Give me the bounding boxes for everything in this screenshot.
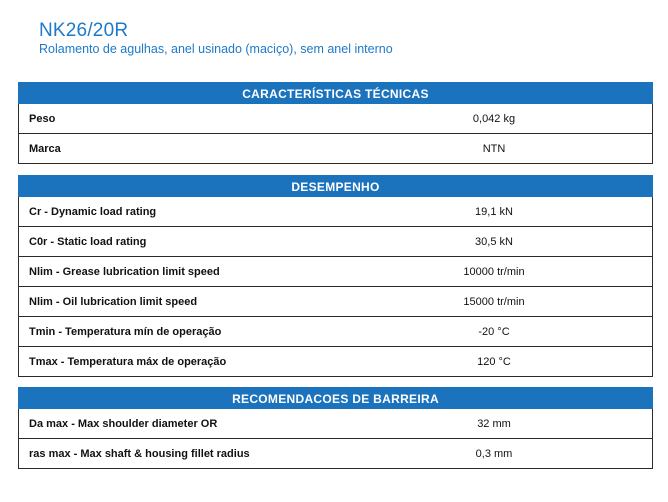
row-value: 120 °C bbox=[477, 355, 511, 368]
table-row bbox=[18, 257, 653, 287]
row-label: Nlim - Grease lubrication limit speed bbox=[29, 265, 220, 278]
row-label: Peso bbox=[29, 112, 56, 125]
row-label: Tmin - Temperatura mín de operação bbox=[29, 325, 222, 338]
section-header: CARACTERÍSTICAS TÉCNICAS bbox=[18, 82, 653, 104]
row-label: Cr - Dynamic load rating bbox=[29, 205, 157, 218]
row-label: Nlim - Oil lubrication limit speed bbox=[29, 295, 198, 308]
product-title: NK26/20R bbox=[39, 20, 129, 41]
table-row bbox=[18, 317, 653, 347]
table-row bbox=[18, 104, 653, 134]
row-value: 32 mm bbox=[477, 417, 511, 430]
table-row bbox=[18, 197, 653, 227]
row-value: -20 °C bbox=[478, 325, 510, 338]
table-row bbox=[18, 439, 653, 469]
section-performance bbox=[18, 175, 653, 377]
row-value: 10000 tr/min bbox=[463, 265, 525, 278]
table-row bbox=[18, 227, 653, 257]
row-label: C0r - Static load rating bbox=[29, 235, 147, 248]
row-value: 19,1 kN bbox=[475, 205, 513, 218]
row-label: Marca bbox=[29, 142, 61, 155]
row-label: ras max - Max shaft & housing fillet radius bbox=[29, 447, 250, 460]
row-value: 15000 tr/min bbox=[463, 295, 525, 308]
section-barrier-recommendations bbox=[18, 387, 653, 469]
row-label: Tmax - Temperatura máx de operação bbox=[29, 355, 227, 368]
section-technical-characteristics bbox=[18, 82, 653, 164]
product-subtitle: Rolamento de agulhas, anel usinado (maciço), sem anel interno bbox=[39, 42, 393, 56]
table-row bbox=[18, 347, 653, 377]
table-row bbox=[18, 409, 653, 439]
row-value: NTN bbox=[482, 142, 506, 155]
table-row bbox=[18, 287, 653, 317]
row-value: 0,042 kg bbox=[472, 112, 516, 125]
row-value: 30,5 kN bbox=[475, 235, 513, 248]
row-value: 0,3 mm bbox=[475, 447, 513, 460]
row-label: Da max - Max shoulder diameter OR bbox=[29, 417, 218, 430]
section-header: DESEMPENHO bbox=[18, 175, 653, 197]
table-row bbox=[18, 134, 653, 164]
section-header: RECOMENDACOES DE BARREIRA bbox=[18, 387, 653, 409]
